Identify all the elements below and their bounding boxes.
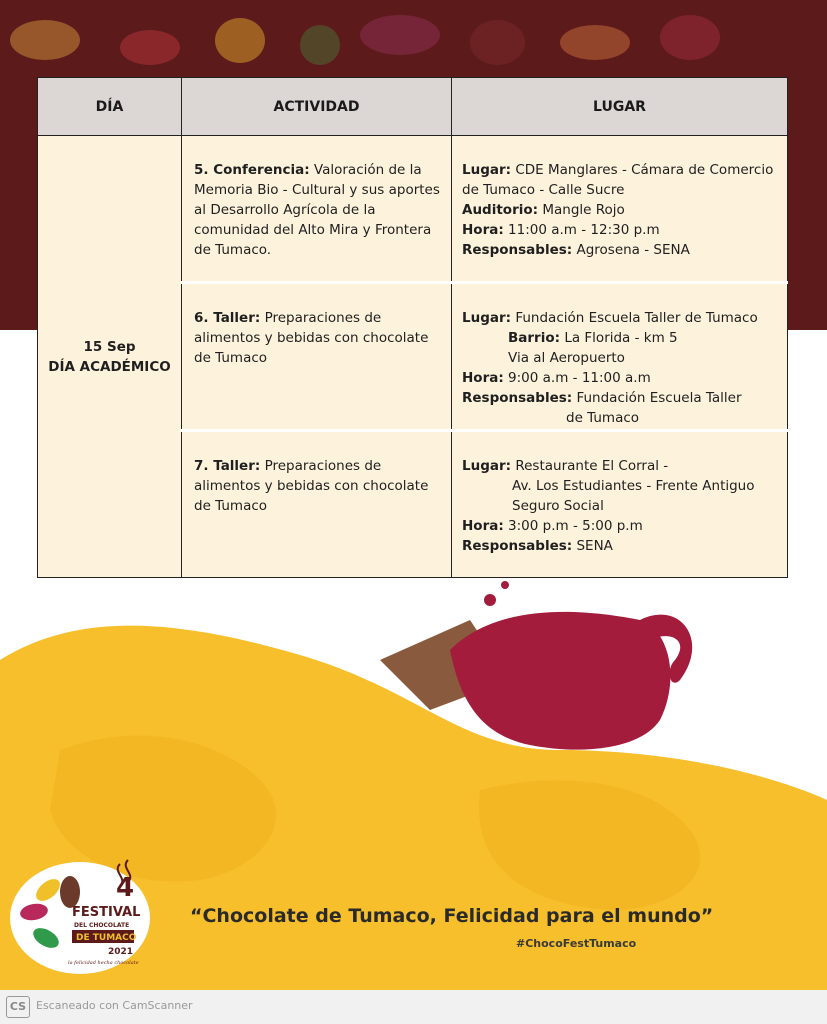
place-text: Av. Los Estudiantes - Frente Antiguo [512,478,755,494]
activity-cell [182,283,452,431]
hashtag-text: #ChocoFestTumaco [516,937,637,950]
activity-text: Valoración de la Memoria Bio - Cultural y sus aportes al Desarrollo Agrícola de la comunidad del Alto Mira y Frontera de Tumaco. [194,162,440,258]
table-header-row [38,78,788,136]
place-cell [452,283,788,431]
place-label: Responsables: [462,390,573,406]
place-text: Seguro Social [512,498,604,514]
logo-line3: DE TUMACO [76,933,137,943]
day-cell [38,136,182,578]
logo-number: 4 [116,873,135,903]
place-text: Fundación Escuela Taller [576,390,742,406]
logo-tagline: la felicidad hecha chocolate [68,960,139,966]
place-text: Fundación Escuela Taller de Tumaco [515,310,758,326]
activity-text: Preparaciones de alimentos y bebidas con chocolate de Tumaco [194,458,429,514]
place-text: 3:00 p.m - 5:00 p.m [508,518,643,534]
cacao-pod-icon [60,876,80,908]
place-label: Auditorio: [462,202,539,218]
place-text: La Florida - km 5 [564,330,678,346]
place-cell [452,431,788,578]
logo-year: 2021 [108,947,134,957]
activity-title: 6. Taller: [194,310,261,326]
logo-line2: DEL CHOCOLATE [74,922,130,929]
activity-text: Preparaciones de alimentos y bebidas con chocolate de Tumaco [194,310,429,366]
place-text: Agrosena - SENA [576,242,690,258]
place-label: Lugar: [462,310,512,326]
place-text: 9:00 a.m - 11:00 a.m [508,370,651,386]
day-date: 15 Sep [83,338,136,355]
place-cell [452,136,788,283]
place-text: CDE Manglares - Cámara de Comercio de Tumaco - Calle Sucre [462,162,774,198]
camscanner-icon: CS [6,996,30,1018]
place-label: Lugar: [462,458,512,474]
place-label: Hora: [462,222,504,238]
header-place: LUGAR [452,78,788,136]
place-text: Via al Aeropuerto [508,350,625,366]
activity-cell [182,136,452,283]
header-day: DÍA [38,78,182,136]
chocolate-cup-illustration [380,560,710,760]
place-text: Mangle Rojo [542,202,625,218]
festival-logo [8,852,168,977]
place-label: Responsables: [462,242,573,258]
place-label: Responsables: [462,538,573,554]
table-row [38,136,788,283]
place-label: Hora: [462,370,504,386]
place-text: de Tumaco [566,410,640,426]
place-text: SENA [576,538,613,554]
place-label: Hora: [462,518,504,534]
day-label: DÍA ACADÉMICO [48,358,171,375]
schedule-table [37,77,788,578]
scanner-footer-text: Escaneado con CamScanner [36,999,193,1012]
place-text: 11:00 a.m - 12:30 p.m [508,222,660,238]
activity-title: 7. Taller: [194,458,261,474]
place-label: Lugar: [462,162,512,178]
logo-line1: FESTIVAL [72,905,141,920]
place-text: Restaurante El Corral - [515,458,669,474]
place-label: Barrio: [508,330,561,346]
slogan-text: “Chocolate de Tumaco, Felicidad para el mundo” [190,905,714,927]
activity-cell [182,431,452,578]
activity-title: 5. Conferencia: [194,162,310,178]
header-activity: ACTIVIDAD [182,78,452,136]
